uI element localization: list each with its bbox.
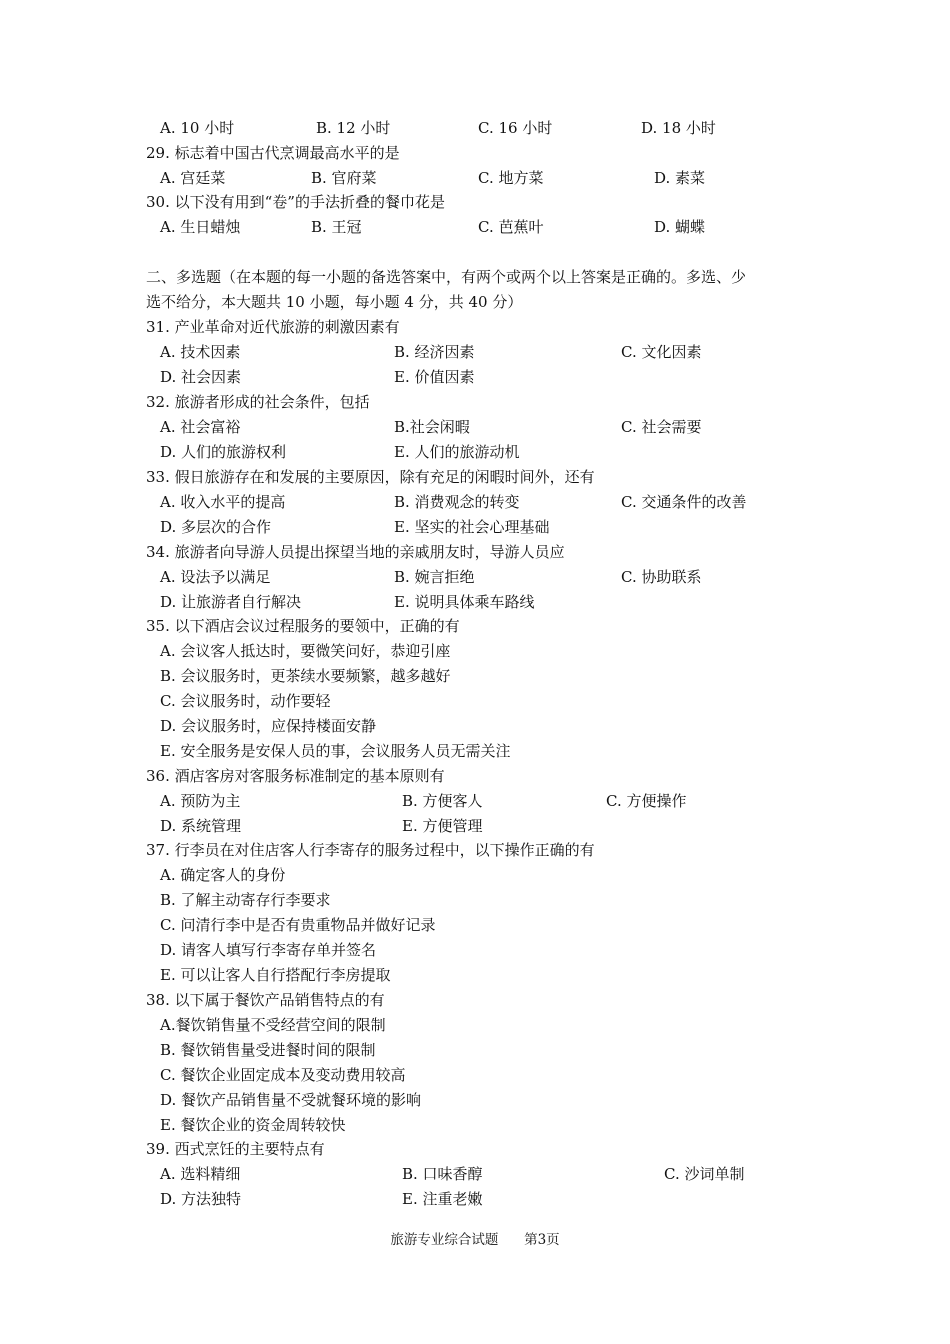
option-e: E. 说明具体乘车路线 [394,593,535,611]
option-b: B. 官府菜 [311,169,377,187]
q37-option-c [0,913,950,937]
option-e: E. 餐饮企业的资金周转较快 [160,1116,346,1134]
q34-options-row-1 [0,565,950,589]
option-b: B. 会议服务时，更茶续水要频繁，越多越好 [160,667,451,685]
q38-option-a [0,1013,950,1037]
question-38 [0,988,950,1012]
question-text: 32. 旅游者形成的社会条件，包括 [146,393,370,411]
option-a: A. 确定客人的身份 [160,866,286,884]
option-d: D. 方法独特 [160,1190,242,1208]
option-a: A. 10 小时 [160,119,235,137]
option-c: C. 协助联系 [621,568,702,586]
page-footer [0,1228,950,1248]
option-b: B.社会闲暇 [394,418,470,436]
option-d: D. 让旅游者自行解决 [160,593,302,611]
q35-option-a [0,639,950,663]
option-c: C. 文化因素 [621,343,702,361]
option-c: C. 会议服务时，动作要轻 [160,692,331,710]
q35-option-b [0,664,950,688]
q38-option-d [0,1088,950,1112]
option-b: B. 了解主动寄存行李要求 [160,891,331,909]
q37-option-e [0,963,950,987]
option-a: A. 宫廷菜 [160,169,226,187]
question-text: 30. 以下没有用到“卷”的手法折叠的餐巾花是 [146,193,445,211]
option-b: B. 消费观念的转变 [394,493,520,511]
option-e: E. 方便管理 [402,817,483,835]
q35-option-c [0,689,950,713]
question-31 [0,315,950,339]
option-d: D. 蝴蝶 [654,218,706,236]
option-e: E. 坚实的社会心理基础 [394,518,550,536]
q31-options-row-2 [0,365,950,389]
question-text: 31. 产业革命对近代旅游的刺激因素有 [146,318,400,336]
option-c: C. 芭蕉叶 [478,218,544,236]
option-b: B. 方便客人 [402,792,483,810]
option-d: D. 多层次的合作 [160,518,272,536]
option-b: B. 婉言拒绝 [394,568,475,586]
q39-options-row-2 [0,1187,950,1211]
option-c: C. 地方菜 [478,169,544,187]
option-c: C. 沙词单制 [664,1165,745,1183]
question-30 [0,190,950,214]
option-d: D. 餐饮产品销售量不受就餐环境的影响 [160,1091,422,1109]
q29-options [0,166,950,190]
option-e: E. 价值因素 [394,368,475,386]
option-b: B. 口味香醇 [402,1165,483,1183]
section-heading [0,265,950,289]
option-c: C. 问清行李中是否有贵重物品并做好记录 [160,916,436,934]
q33-options-row-2 [0,515,950,539]
option-a: A. 选料精细 [160,1165,241,1183]
option-d: D. 社会因素 [160,368,242,386]
option-c: C. 交通条件的改善 [621,493,747,511]
question-text: 37. 行李员在对住店客人行李寄存的服务过程中，以下操作正确的有 [146,841,595,859]
question-text: 38. 以下属于餐饮产品销售特点的有 [146,991,385,1009]
option-e: E. 注重老嫩 [402,1190,483,1208]
q34-options-row-2 [0,590,950,614]
option-a: A. 收入水平的提高 [160,493,286,511]
q39-options-row-1 [0,1162,950,1186]
q37-option-d [0,938,950,962]
option-b: B. 12 小时 [316,119,391,137]
option-e: E. 人们的旅游动机 [394,443,520,461]
q30-options [0,215,950,239]
option-a: A. 会议客人抵达时，要微笑问好，恭迎引座 [160,642,451,660]
q33-options-row-1 [0,490,950,514]
question-36 [0,764,950,788]
question-text: 36. 酒店客房对客服务标准制定的基本原则有 [146,767,445,785]
q32-options-row-1 [0,415,950,439]
option-b: B. 餐饮销售量受进餐时间的限制 [160,1041,376,1059]
option-a: A. 技术因素 [160,343,241,361]
question-39 [0,1137,950,1161]
question-37 [0,838,950,862]
question-text: 29. 标志着中国古代烹调最高水平的是 [146,144,400,162]
q35-option-e [0,739,950,763]
q38-option-b [0,1038,950,1062]
option-a: A. 设法予以满足 [160,568,271,586]
option-d: D. 系统管理 [160,817,242,835]
option-d: D. 18 小时 [641,119,716,137]
q32-options-row-2 [0,440,950,464]
option-d: D. 请客人填写行李寄存单并签名 [160,941,377,959]
q36-options-row-2 [0,814,950,838]
question-33 [0,465,950,489]
q37-option-a [0,863,950,887]
q31-options-row-1 [0,340,950,364]
option-a: A. 预防为主 [160,792,241,810]
question-29 [0,141,950,165]
question-text: 35. 以下酒店会议过程服务的要领中，正确的有 [146,617,460,635]
question-34 [0,540,950,564]
q37-option-b [0,888,950,912]
q38-option-e [0,1113,950,1137]
question-35 [0,614,950,638]
option-b: B. 王冠 [311,218,362,236]
q28-options [0,116,950,140]
section-heading-line-1: 二、多选题（在本题的每一小题的备选答案中，有两个或两个以上答案是正确的。多选、少 [146,268,747,286]
option-e: E. 可以让客人自行搭配行李房提取 [160,966,391,984]
option-c: C. 餐饮企业固定成本及变动费用较高 [160,1066,406,1084]
question-text: 33. 假日旅游存在和发展的主要原因，除有充足的闲暇时间外，还有 [146,468,595,486]
question-text: 34. 旅游者向导游人员提出探望当地的亲戚朋友时，导游人员应 [146,543,565,561]
question-32 [0,390,950,414]
footer-title: 旅游专业综合试题 [390,1232,499,1248]
option-a: A. 生日蜡烛 [160,218,241,236]
option-d: D. 素菜 [654,169,706,187]
q36-options-row-1 [0,789,950,813]
page-number: 第3页 [524,1232,560,1248]
option-b: B. 经济因素 [394,343,475,361]
option-c: C. 16 小时 [478,119,553,137]
option-d: D. 人们的旅游权利 [160,443,287,461]
section-heading-cont [0,290,950,314]
q35-option-d [0,714,950,738]
option-c: C. 方便操作 [606,792,687,810]
option-a: A. 社会富裕 [160,418,241,436]
option-a: A.餐饮销售量不受经营空间的限制 [160,1016,386,1034]
q38-option-c [0,1063,950,1087]
option-d: D. 会议服务时，应保持楼面安静 [160,717,377,735]
option-c: C. 社会需要 [621,418,702,436]
section-heading-line-2: 选不给分，本大题共 10 小题，每小题 4 分，共 40 分） [146,293,523,311]
option-e: E. 安全服务是安保人员的事，会议服务人员无需关注 [160,742,511,760]
question-text: 39. 西式烹饪的主要特点有 [146,1140,325,1158]
